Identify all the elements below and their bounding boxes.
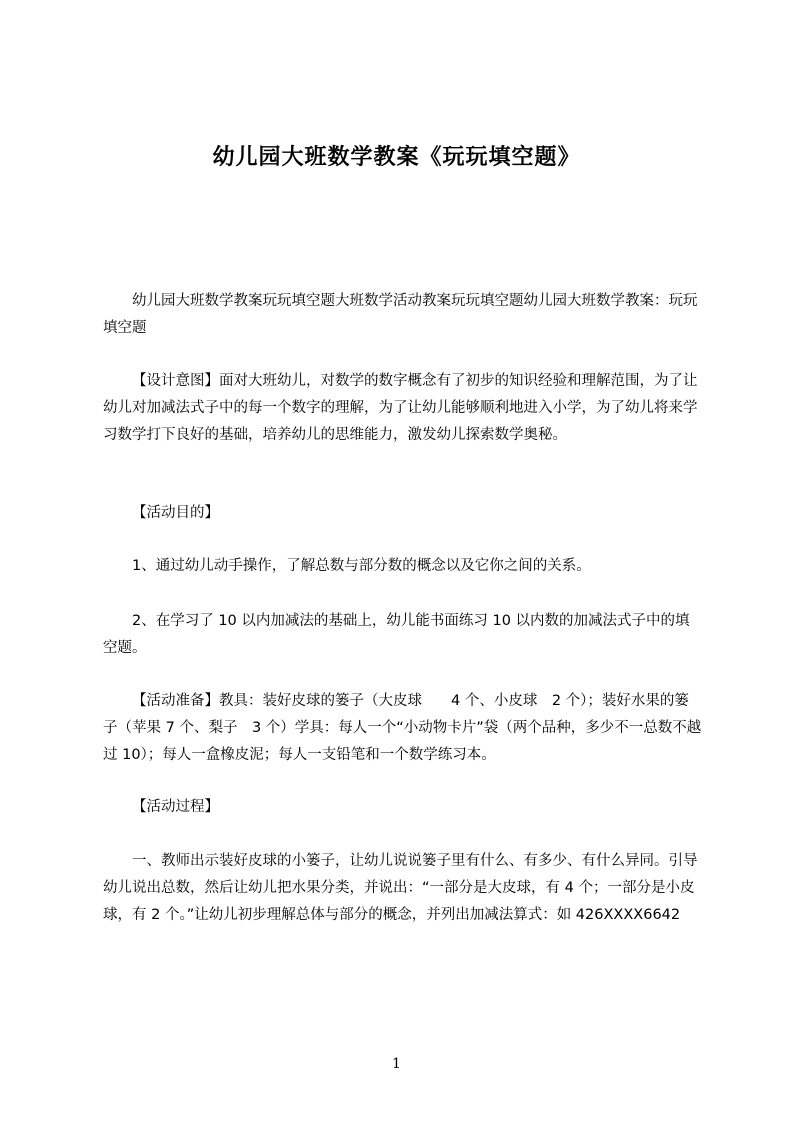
- design-intent-paragraph: 【设计意图】面对大班幼儿，对数学的数字概念有了初步的知识经验和理解范围，为了让幼儿对加减法式子中的每一个数字的理解，为了让幼儿能够顺利地进入小学，为了幼儿将来学习数学打下良好的基础，培养幼儿的思维能力，激发幼儿探索数学奥秘。: [103, 373, 698, 443]
- goal-2-paragraph: 2、在学习了 10 以内加减法的基础上，幼儿能书面练习 10 以内数的加减法式子中的填空题。: [103, 613, 690, 656]
- process-1-paragraph: 一、教师出示装好皮球的小篓子，让幼儿说说篓子里有什么、有多少、有什么异同。引导幼儿说出总数，然后让幼儿把水果分类，并说出：“一部分是大皮球，有 4 个；一部分是小皮球，有 2 个。”让幼儿初步理解总体与部分的概念，并列出加减法算式：如 426XXXX6642: [103, 853, 698, 923]
- preparation-paragraph: 【活动准备】教具：装好皮球的篓子（大皮球 4 个、小皮球 2 个）；装好水果的篓子（苹果 7 个、梨子 3 个）学具：每人一个“小动物卡片”袋（两个品种，多少不一总数不越过 10）；每人一盒橡皮泥；每人一支铅笔和一个数学练习本。: [103, 693, 702, 763]
- goals-heading: 【活动目的】: [132, 505, 219, 521]
- goal-1-paragraph: 1、通过幼儿动手操作，了解总数与部分数的概念以及它你之间的关系。: [132, 558, 591, 574]
- intro-paragraph: 幼儿园大班数学教案玩玩填空题大班数学活动教案玩玩填空题幼儿园大班数学教案：玩玩填空题: [103, 293, 698, 336]
- page-number: 1: [392, 1056, 401, 1072]
- process-heading: 【活动过程】: [132, 799, 219, 815]
- page-title: 幼儿园大班数学教案《玩玩填空题》: [212, 145, 581, 170]
